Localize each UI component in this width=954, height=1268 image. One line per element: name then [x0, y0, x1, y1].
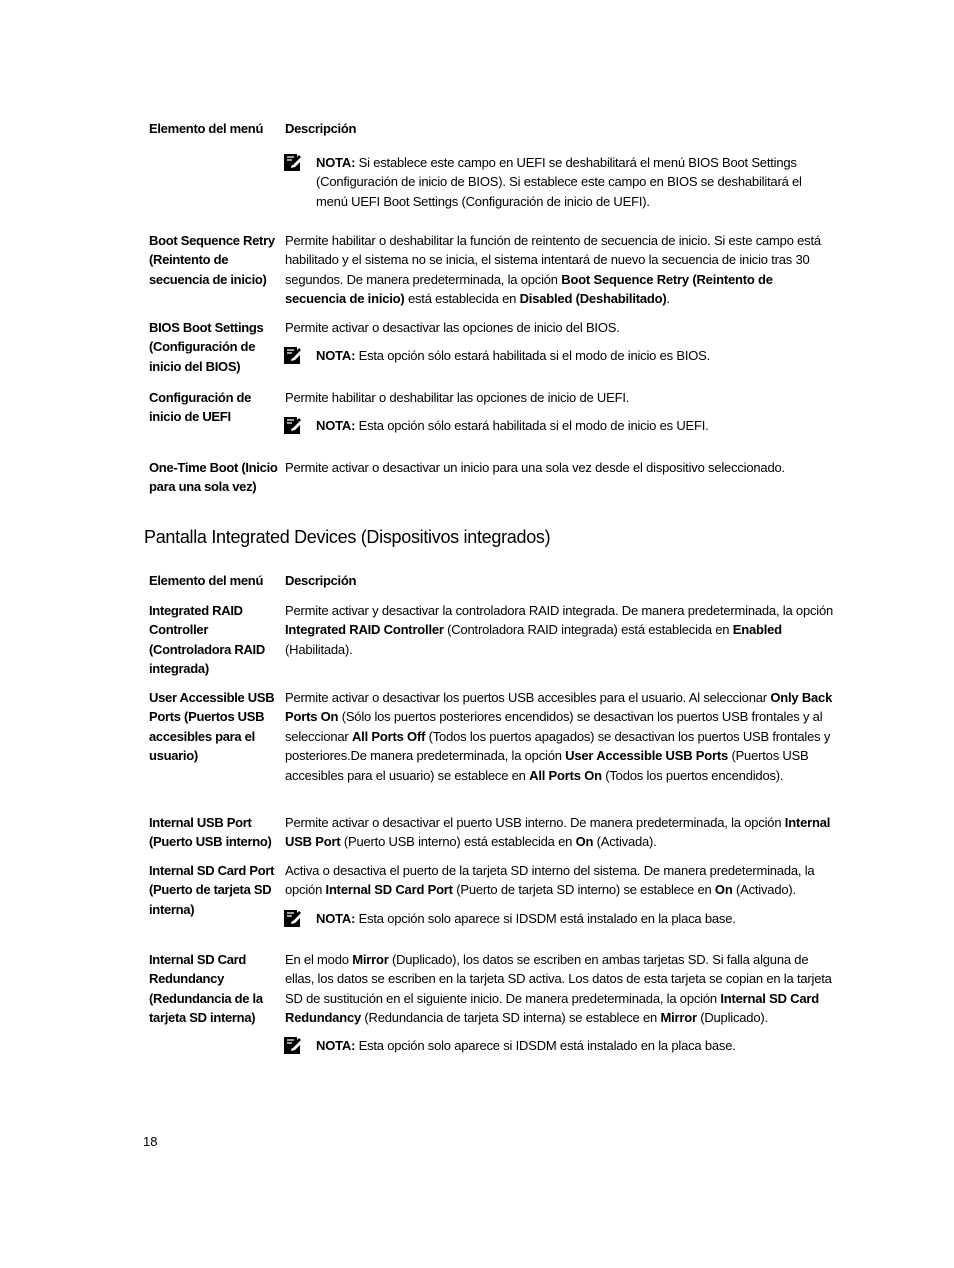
desc-text: está establecida en — [404, 291, 520, 307]
desc-text: (Duplicado), los datos se escriben en ambas tarjetas SD. Si falla alguna de ellas, los datos se escriben en la tarjeta SD activa. Los datos de esta tarjeta se copian en la tarjeta SD de sustitución en el siguiente inicio. De manera predeterminada, la opción — [285, 952, 832, 1006]
note-pencil-icon — [283, 1036, 302, 1055]
desc-text: (Activado). — [732, 882, 796, 898]
desc-text: (Duplicado). — [696, 1010, 768, 1026]
section-title: Pantalla Integrated Devices (Dispositivos integrados) — [144, 527, 551, 547]
note-label: NOTA: — [316, 1038, 356, 1053]
table-header-description: Descripción — [285, 573, 357, 588]
desc-integrated-raid — [285, 601, 837, 659]
note-text: Esta opción sólo estará habilitada si el modo de inicio es BIOS. — [358, 348, 711, 363]
desc-text: (Activada). — [593, 834, 657, 850]
option-name: Internal USB Port — [285, 815, 831, 850]
note-pencil-icon — [283, 909, 302, 928]
term-integrated-raid: Integrated RAID Controller (Controladora RAID integrada) — [149, 603, 265, 677]
desc-text: (Puertos USB accesibles para el usuario) se establece en — [285, 748, 809, 783]
option-name: On — [575, 834, 594, 850]
desc-text: (Puerto USB interno) está establecida en — [340, 834, 576, 850]
option-name: All Ports Off — [351, 728, 426, 744]
desc-text: Permite activar o desactivar el puerto USB interno. De manera predeterminada, la opción — [285, 815, 785, 830]
term-one-time-boot: One-Time Boot (Inicio para una sola vez) — [149, 460, 278, 495]
desc-text: Activa o desactiva el puerto de la tarjeta SD interno del sistema. De manera predeterminada, la opción — [285, 863, 815, 898]
desc-text: Permite activar o desactivar las opciones de inicio del BIOS. — [285, 320, 620, 335]
table-header-description: Descripción — [285, 121, 357, 136]
desc-text: (Habilitada). — [285, 641, 353, 657]
desc-one-time-boot — [285, 458, 837, 477]
note-label: NOTA: — [316, 418, 356, 433]
desc-text: Permite habilitar o deshabilitar las opciones de inicio de UEFI. — [285, 390, 630, 405]
term-user-accessible-usb: User Accessible USB Ports (Puertos USB accesibles para el usuario) — [149, 690, 275, 764]
option-name: All Ports On — [529, 767, 602, 783]
option-name: Mirror — [660, 1010, 697, 1026]
note-pencil-icon — [283, 416, 302, 435]
desc-internal-sd-card-redundancy — [285, 950, 837, 1028]
desc-user-accessible-usb — [285, 688, 837, 785]
note-pencil-icon — [283, 153, 302, 172]
term-bios-boot-settings: BIOS Boot Settings (Configuración de inicio del BIOS) — [149, 320, 264, 374]
desc-text: En el modo — [285, 952, 353, 967]
desc-text: (Puerto de tarjeta SD interno) se establece en — [452, 882, 715, 898]
table-header-menu-item: Elemento del menú — [149, 121, 264, 136]
option-name: On — [714, 882, 733, 898]
term-internal-sd-card-port: Internal SD Card Port (Puerto de tarjeta SD interna) — [149, 863, 275, 917]
desc-internal-usb-port — [285, 813, 837, 852]
desc-text: (Todos los puertos encendidos). — [601, 767, 784, 783]
note-text: Esta opción solo aparece si IDSDM está instalado en la placa base. — [358, 911, 736, 926]
desc-boot-sequence-retry — [285, 231, 837, 309]
desc-text: (Sólo los puertos posteriores encendidos) se desactivan los puertos USB frontales y al seleccionar — [285, 709, 823, 744]
desc-bios-boot-settings — [285, 318, 837, 337]
note-text: Esta opción solo aparece si IDSDM está instalado en la placa base. — [358, 1038, 736, 1053]
desc-text: Permite habilitar o deshabilitar la función de reintento de secuencia de inicio. Si este campo está habilitado y el sistema no se inicia, el sistema intentará de nuevo la secuencia de inicio tras 30 segundos. De manera predeterminada, la opción — [285, 233, 821, 287]
note-text: Esta opción sólo estará habilitada si el modo de inicio es UEFI. — [358, 418, 709, 433]
option-name: User Accessible USB Ports — [565, 748, 729, 764]
desc-text: . — [666, 291, 670, 307]
desc-internal-sd-card-port — [285, 861, 837, 900]
desc-text: (Redundancia de tarjeta SD interna) se establece en — [361, 1010, 661, 1026]
desc-uefi-boot-config — [285, 388, 837, 407]
option-name: Only Back Ports On — [285, 690, 833, 725]
desc-text: (Controladora RAID integrada) está establecida en — [443, 622, 733, 638]
option-name: Internal SD Card Port — [325, 882, 453, 898]
note-pencil-icon — [283, 346, 302, 365]
note-label: NOTA: — [316, 155, 356, 170]
term-uefi-boot-config: Configuración de inicio de UEFI — [149, 390, 252, 425]
desc-text: Permite activar o desactivar un inicio para una sola vez desde el dispositivo seleccionado. — [285, 460, 785, 475]
term-internal-usb-port: Internal USB Port (Puerto USB interno) — [149, 815, 272, 850]
desc-text: (Todos los puertos apagados) se desactivan los puertos USB frontales y posteriores.De manera predeterminada, la opción — [285, 728, 831, 764]
option-name: Mirror — [352, 952, 389, 967]
note-label: NOTA: — [316, 911, 356, 926]
option-name: Internal SD Card Redundancy — [285, 990, 819, 1026]
desc-text: Permite activar o desactivar los puertos USB accesibles para el usuario. Al seleccionar — [285, 690, 771, 705]
note-text: Si establece este campo en UEFI se deshabilitará el menú BIOS Boot Settings (Configuración de inicio de BIOS). Si establece este campo en BIOS se deshabilitará el menú UEFI Boot Settings (Configuración de inicio de UEFI). — [316, 155, 802, 209]
option-name: Integrated RAID Controller — [285, 622, 444, 638]
term-boot-sequence-retry: Boot Sequence Retry (Reintento de secuencia de inicio) — [149, 233, 275, 287]
option-name: Boot Sequence Retry (Reintento de secuencia de inicio) — [285, 271, 773, 307]
desc-text: Permite activar y desactivar la controladora RAID integrada. De manera predeterminada, la opción — [285, 603, 834, 618]
note-label: NOTA: — [316, 348, 356, 363]
option-name: Enabled — [732, 622, 782, 638]
page-number: 18 — [143, 1134, 158, 1149]
option-name: Disabled (Deshabilitado) — [519, 291, 667, 307]
term-internal-sd-card-redundancy: Internal SD Card Redundancy (Redundancia de la tarjeta SD interna) — [149, 952, 263, 1026]
table-header-menu-item: Elemento del menú — [149, 573, 264, 588]
